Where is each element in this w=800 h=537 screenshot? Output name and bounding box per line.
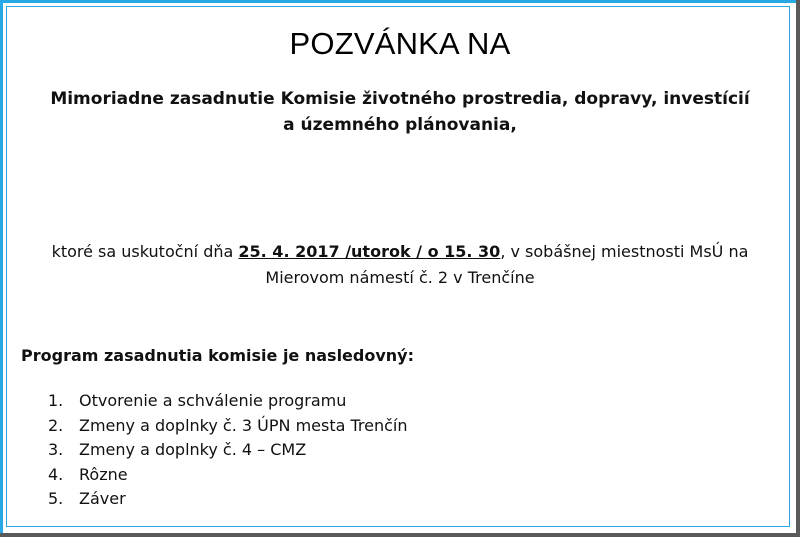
invitation-title: POZVÁNKA NA	[289, 26, 511, 61]
meeting-date-time: 25. 4. 2017 /utorok / o 15. 30	[238, 242, 501, 261]
date-prefix: ktoré sa uskutoční dňa	[51, 242, 239, 261]
date-suffix: , v sobášnej miestnosti MsÚ na	[500, 242, 749, 261]
agenda-item-number: 1.	[48, 391, 64, 410]
agenda-item-text: Zmeny a doplnky č. 3 ÚPN mesta Trenčín	[79, 415, 408, 435]
agenda-item	[48, 414, 408, 439]
subtitle-line-2: a územného plánovania,	[283, 115, 517, 135]
meeting-details	[0, 239, 800, 291]
agenda-item-text: Rôzne	[79, 464, 128, 484]
agenda-item	[48, 463, 408, 488]
meeting-subtitle	[0, 86, 800, 138]
agenda-item	[48, 487, 408, 512]
agenda-item-number: 3.	[48, 440, 64, 459]
agenda-item-number: 5.	[48, 489, 64, 508]
agenda-item-text: Záver	[79, 489, 126, 508]
location-line: Mierovom námestí č. 2 v Trenčíne	[265, 268, 535, 287]
agenda-item-number: 2.	[48, 415, 64, 435]
agenda-item	[48, 438, 408, 463]
agenda-item-text: Zmeny a doplnky č. 4 – CMZ	[79, 440, 307, 459]
agenda-item	[48, 389, 408, 414]
agenda-item-text: Otvorenie a schválenie programu	[79, 391, 347, 410]
program-heading: Program zasadnutia komisie je nasledovný:	[21, 346, 414, 365]
date-line	[0, 239, 800, 265]
agenda-list	[48, 389, 408, 512]
agenda-item-number: 4.	[48, 464, 64, 484]
subtitle-line-1: Mimoriadne zasadnutie Komisie životného prostredia, dopravy, investícií	[50, 89, 750, 109]
